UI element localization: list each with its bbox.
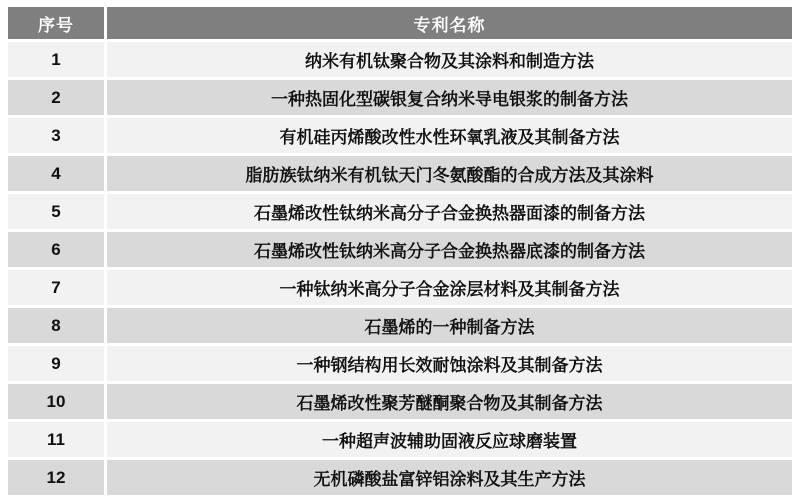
cell-patent-name: 一种钛纳米高分子合金涂层材料及其制备方法 <box>107 270 792 305</box>
cell-serial-number: 11 <box>8 422 104 457</box>
cell-patent-name: 石墨烯改性聚芳醚酮聚合物及其制备方法 <box>107 384 792 419</box>
header-row <box>8 7 792 39</box>
table-header <box>8 7 792 39</box>
cell-patent-name: 纳米有机钛聚合物及其涂料和制造方法 <box>107 42 792 77</box>
cell-patent-name: 一种超声波辅助固液反应球磨装置 <box>107 422 792 457</box>
cell-serial-number: 4 <box>8 156 104 191</box>
table-row <box>8 156 792 191</box>
cell-patent-name: 无机磷酸盐富锌铝涂料及其生产方法 <box>107 460 792 495</box>
table-row <box>8 232 792 267</box>
table-row <box>8 384 792 419</box>
patent-table <box>5 4 795 498</box>
cell-patent-name: 石墨烯改性钛纳米高分子合金换热器面漆的制备方法 <box>107 194 792 229</box>
cell-serial-number: 6 <box>8 232 104 267</box>
cell-serial-number: 2 <box>8 80 104 115</box>
cell-serial-number: 12 <box>8 460 104 495</box>
table-row <box>8 194 792 229</box>
header-patent-name: 专利名称 <box>107 7 792 39</box>
table-row <box>8 308 792 343</box>
table-row <box>8 346 792 381</box>
cell-patent-name: 脂肪族钛纳米有机钛天门冬氨酸酯的合成方法及其涂料 <box>107 156 792 191</box>
header-serial-number: 序号 <box>8 7 104 39</box>
table-row <box>8 460 792 495</box>
cell-serial-number: 3 <box>8 118 104 153</box>
cell-patent-name: 有机硅丙烯酸改性水性环氧乳液及其制备方法 <box>107 118 792 153</box>
table-row <box>8 422 792 457</box>
cell-patent-name: 石墨烯的一种制备方法 <box>107 308 792 343</box>
cell-serial-number: 1 <box>8 42 104 77</box>
cell-serial-number: 8 <box>8 308 104 343</box>
table-body <box>8 42 792 495</box>
table-row <box>8 80 792 115</box>
cell-serial-number: 5 <box>8 194 104 229</box>
cell-patent-name: 一种钢结构用长效耐蚀涂料及其制备方法 <box>107 346 792 381</box>
table-row <box>8 270 792 305</box>
cell-patent-name: 石墨烯改性钛纳米高分子合金换热器底漆的制备方法 <box>107 232 792 267</box>
cell-serial-number: 7 <box>8 270 104 305</box>
table-row <box>8 42 792 77</box>
cell-serial-number: 10 <box>8 384 104 419</box>
table-row <box>8 118 792 153</box>
cell-serial-number: 9 <box>8 346 104 381</box>
cell-patent-name: 一种热固化型碳银复合纳米导电银浆的制备方法 <box>107 80 792 115</box>
